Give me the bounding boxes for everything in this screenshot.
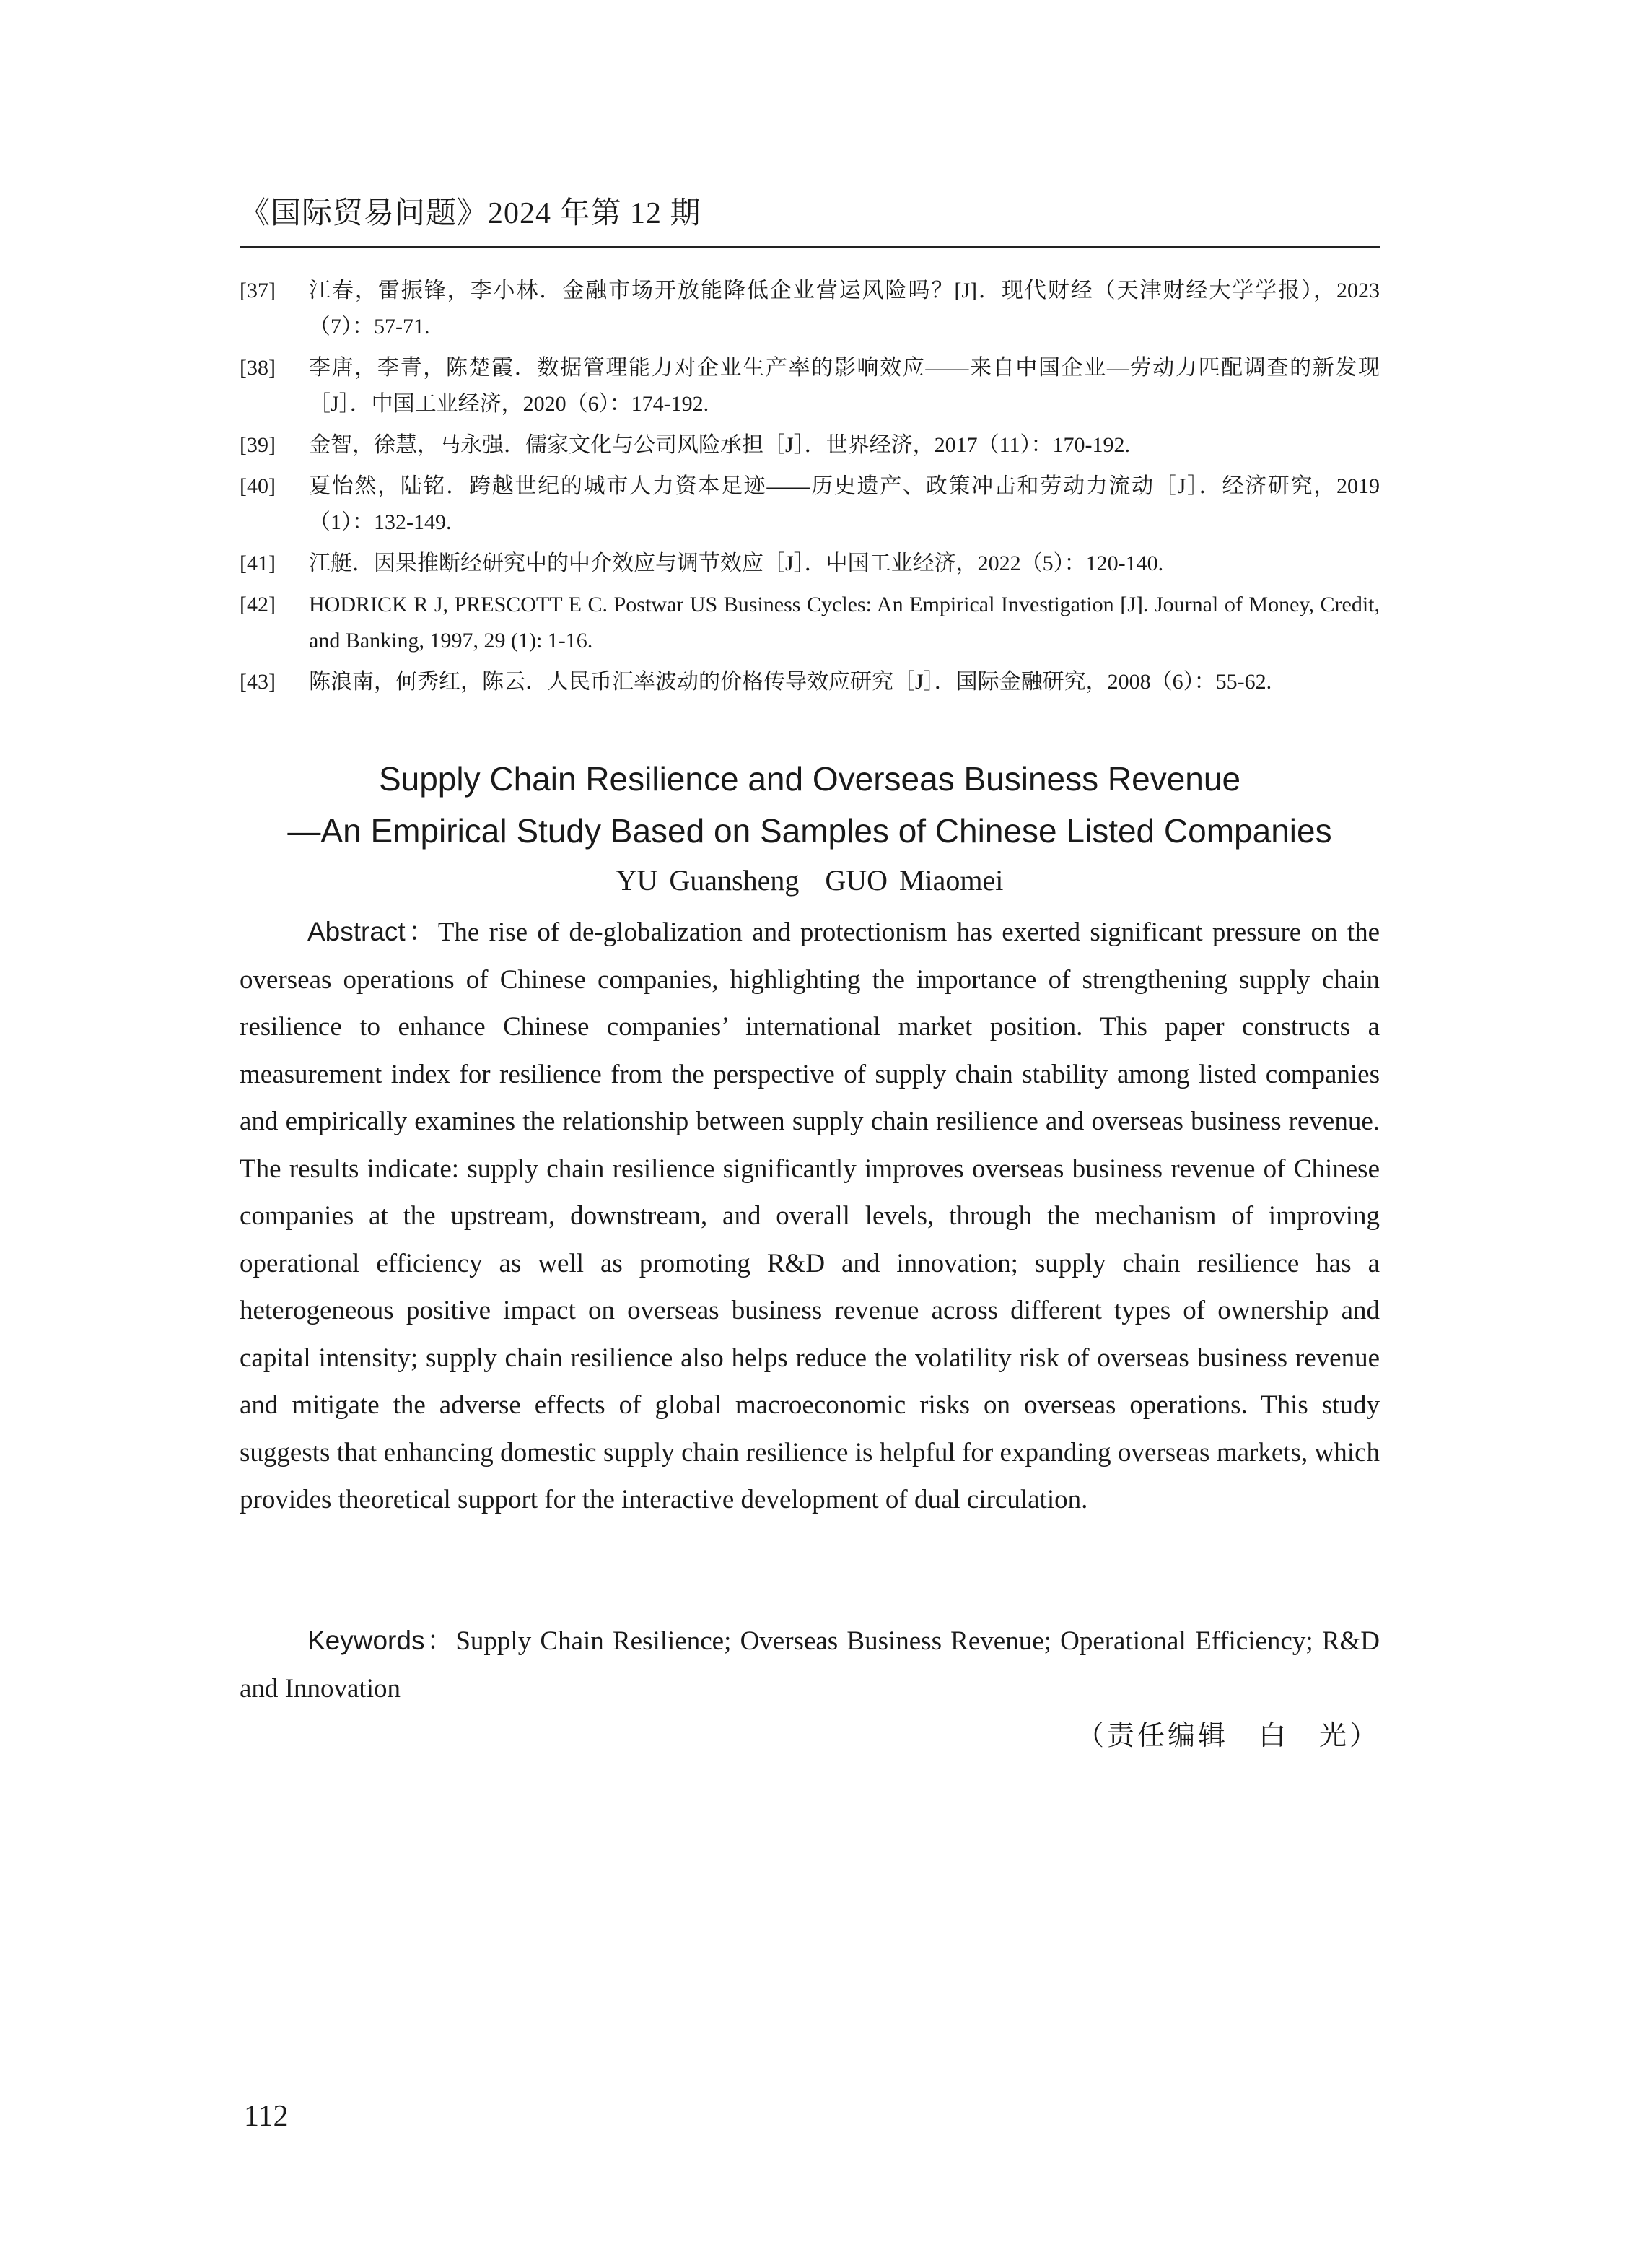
english-subtitle: —An Empirical Study Based on Samples of Chinese Listed Companies xyxy=(287,812,1332,850)
header-rule xyxy=(240,246,1380,248)
reference-item xyxy=(240,427,1380,463)
running-head: 《国际贸易问题》2024 年第 12 期 xyxy=(240,197,701,230)
author-name: GUO Miaomei xyxy=(825,864,1004,897)
reference-number: [40] xyxy=(240,474,276,498)
reference-text: 金智，徐慧，马永强．儒家文化与公司风险承担［J］．世界经济，2017（11）：170-192. xyxy=(309,433,1131,457)
abstract-text: The rise of de-globalization and protectionism has exerted significant pressure on the overseas operations of Chinese companies, highlighting the importance of strengthening supply chain resilience to enhance Chinese companies’ international market position. This paper constructs a measurement index for resilience from the perspective of supply chain stability among listed companies and empirically examines the relationship between supply chain resilience and overseas business revenue. The results indicate: supply chain resilience significantly improves overseas business revenue of Chinese companies at the upstream, downstream, and overall levels, through the mechanism of improving operational efficiency as well as promoting R&D and innovation; supply chain resilience has a heterogeneous positive impact on overseas business revenue across different types of ownership and capital intensity; supply chain resilience also helps reduce the volatility risk of overseas business revenue and mitigate the adverse effects of global macroeconomic risks on overseas operations. This study suggests that enhancing domestic supply chain resilience is helpful for expanding overseas markets, which provides theoretical support for the interactive development of dual circulation. xyxy=(240,917,1380,1514)
keywords-separator: ： xyxy=(424,1626,456,1656)
reference-text: HODRICK R J, PRESCOTT E C. Postwar US Business Cycles: An Empirical Investigation [J]. Journal of Money, Credit, and Banking, 1997, 29 (1): 1-16. xyxy=(309,593,1380,653)
keywords-paragraph xyxy=(240,1617,1380,1712)
reference-item xyxy=(240,350,1380,422)
abstract-paragraph xyxy=(240,908,1380,1524)
reference-text: 夏怡然，陆铭．跨越世纪的城市人力资本足迹——历史遗产、政策冲击和劳动力流动［J］．经济研究，2019（1）：132-149. xyxy=(309,474,1380,534)
keywords-text: Supply Chain Resilience; Overseas Business Revenue; Operational Efficiency; R&D and Innovation xyxy=(240,1626,1380,1704)
reference-item xyxy=(240,468,1380,541)
abstract-label: Abstract xyxy=(307,917,406,946)
reference-list xyxy=(240,273,1380,705)
reference-item xyxy=(240,587,1380,659)
reference-number: [41] xyxy=(240,551,276,575)
reference-text: 陈浪南，何秀红，陈云．人民币汇率波动的价格传导效应研究［J］．国际金融研究，2008（6）：55-62. xyxy=(309,670,1272,694)
reference-item xyxy=(240,664,1380,700)
keywords-label: Keywords xyxy=(307,1626,425,1655)
reference-number: [42] xyxy=(240,593,276,616)
reference-item xyxy=(240,546,1380,582)
author-name: YU Guansheng xyxy=(616,864,800,897)
reference-number: [43] xyxy=(240,670,276,694)
author-line xyxy=(240,863,1380,897)
reference-number: [39] xyxy=(240,433,276,457)
reference-number: [37] xyxy=(240,279,276,302)
abstract-separator: ： xyxy=(405,917,438,947)
reference-text: 李唐，李青，陈楚霞．数据管理能力对企业生产率的影响效应——来自中国企业—劳动力匹配调查的新发现［J］．中国工业经济，2020（6）：174-192. xyxy=(309,356,1380,416)
editor-note: （责任编辑 白 光） xyxy=(1076,1721,1380,1751)
reference-item xyxy=(240,273,1380,345)
reference-text: 江艇．因果推断经研究中的中介效应与调节效应［J］．中国工业经济，2022（5）：120-140. xyxy=(309,551,1164,575)
reference-text: 江春，雷振锋，李小林．金融市场开放能降低企业营运风险吗？[J]．现代财经（天津财经大学学报），2023（7）：57-71. xyxy=(309,279,1380,339)
english-title: Supply Chain Resilience and Overseas Business Revenue xyxy=(378,760,1241,798)
reference-number: [38] xyxy=(240,356,276,380)
page-number: 112 xyxy=(244,2100,289,2133)
